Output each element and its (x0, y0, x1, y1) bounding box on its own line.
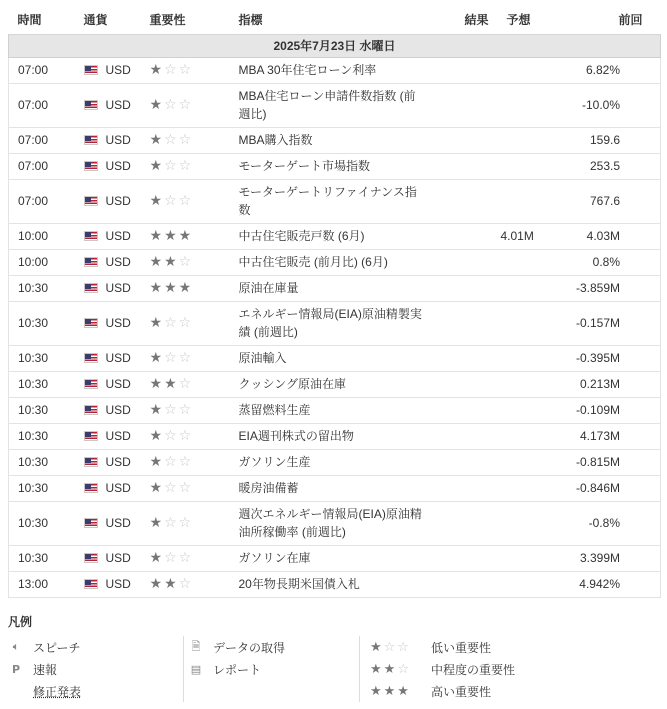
us-flag-icon (84, 161, 98, 171)
event-time: 10:00 (9, 249, 75, 275)
importance-stars-icon (150, 193, 194, 209)
event-previous: 0.213M (571, 371, 661, 397)
event-currency (75, 249, 141, 275)
event-forecast (501, 449, 571, 475)
legend-item-revised (8, 680, 81, 702)
event-name[interactable]: ガソリン在庫 (230, 545, 435, 571)
event-currency (75, 449, 141, 475)
event-previous: 4.942% (571, 571, 661, 597)
col-header-indicator[interactable]: 指標 (230, 6, 435, 34)
legend-label-low: 低い重要性 (430, 640, 491, 655)
legend-column-2 (183, 636, 285, 702)
star-empty-icon: ☆ (178, 515, 194, 531)
star-filled-icon: ★ (149, 254, 165, 270)
event-name[interactable]: モーターゲート市場指数 (230, 153, 435, 179)
currency-code: USD (105, 98, 131, 112)
currency-code: USD (105, 577, 131, 591)
us-flag-icon (84, 65, 98, 75)
event-currency (75, 545, 141, 571)
event-result (435, 179, 501, 223)
event-result (435, 449, 501, 475)
legend-item-speech (8, 636, 81, 658)
event-importance (141, 545, 230, 571)
star-empty-icon: ☆ (164, 132, 179, 148)
event-result (435, 571, 501, 597)
event-importance (141, 275, 230, 301)
event-importance (141, 301, 230, 345)
table-row[interactable] (9, 345, 661, 371)
star-empty-icon: ☆ (178, 193, 194, 209)
event-result (435, 345, 501, 371)
event-time: 10:30 (9, 345, 75, 371)
star-empty-icon: ☆ (164, 62, 179, 78)
star-empty-icon: ☆ (164, 480, 179, 496)
event-name[interactable]: モーターゲートリファイナンス指数 (230, 179, 435, 223)
table-row[interactable] (9, 83, 661, 127)
event-time: 07:00 (9, 57, 75, 83)
col-header-forecast[interactable]: 予想 (501, 6, 571, 34)
event-name[interactable]: EIA週刊株式の留出物 (230, 423, 435, 449)
table-header-row (9, 6, 661, 34)
currency-code: USD (105, 429, 131, 443)
importance-stars-icon (150, 480, 194, 496)
star-empty-icon: ☆ (164, 315, 179, 331)
us-flag-icon (84, 483, 98, 493)
currency-code: USD (105, 63, 131, 77)
event-currency (75, 275, 141, 301)
currency-code: USD (105, 403, 131, 417)
importance-stars-icon (150, 280, 194, 296)
event-currency (75, 301, 141, 345)
star-filled-icon: ★ (149, 132, 165, 148)
col-header-previous[interactable]: 前回 (571, 6, 661, 34)
star-empty-icon: ☆ (178, 480, 194, 496)
currency-code: USD (105, 133, 131, 147)
star-filled-icon: ★ (164, 280, 179, 296)
table-row[interactable] (9, 275, 661, 301)
event-previous: 6.82% (571, 57, 661, 83)
us-flag-icon (84, 135, 98, 145)
event-currency (75, 475, 141, 501)
us-flag-icon (84, 579, 98, 589)
event-result (435, 153, 501, 179)
table-row[interactable] (9, 371, 661, 397)
event-currency (75, 153, 141, 179)
star-filled-icon: ★ (149, 550, 165, 566)
event-importance (141, 449, 230, 475)
event-name[interactable]: 中古住宅販売戸数 (6月) (230, 223, 435, 249)
star-filled-icon: ★ (164, 376, 179, 392)
event-forecast (501, 501, 571, 545)
event-name[interactable]: 原油輸入 (230, 345, 435, 371)
us-flag-icon (84, 553, 98, 563)
event-currency (75, 83, 141, 127)
event-forecast (501, 83, 571, 127)
event-time: 10:30 (9, 371, 75, 397)
event-importance (141, 571, 230, 597)
legend-item-data-retrieval (188, 636, 285, 658)
star-filled-icon: ★ (149, 97, 165, 113)
currency-code: USD (105, 377, 131, 391)
currency-code: USD (105, 351, 131, 365)
event-importance (141, 179, 230, 223)
event-forecast (501, 571, 571, 597)
event-currency (75, 423, 141, 449)
event-time: 10:30 (9, 475, 75, 501)
table-row[interactable] (9, 301, 661, 345)
event-time: 13:00 (9, 571, 75, 597)
star-filled-icon: ★ (149, 193, 165, 209)
event-currency (75, 397, 141, 423)
star-empty-icon: ☆ (164, 515, 179, 531)
legend-label-medium: 中程度の重要性 (430, 662, 515, 677)
star-empty-icon: ☆ (164, 402, 179, 418)
event-forecast (501, 345, 571, 371)
star-filled-icon: ★ (164, 576, 179, 592)
currency-code: USD (105, 481, 131, 495)
event-importance (141, 83, 230, 127)
star-empty-icon: ☆ (164, 193, 179, 209)
importance-stars-icon (150, 254, 194, 270)
table-row[interactable] (9, 571, 661, 597)
table-row[interactable] (9, 127, 661, 153)
event-forecast: 4.01M (501, 223, 571, 249)
event-currency (75, 179, 141, 223)
legend-column-3 (359, 636, 515, 702)
event-result (435, 397, 501, 423)
importance-stars-icon (150, 132, 194, 148)
legend-item-low (370, 636, 515, 658)
economic-calendar-table (8, 6, 661, 598)
event-currency (75, 223, 141, 249)
importance-stars-icon (150, 454, 194, 470)
event-name[interactable]: エネルギー情報局(EIA)原油精製実績 (前週比) (230, 301, 435, 345)
event-time: 10:30 (9, 423, 75, 449)
event-time: 10:00 (9, 223, 75, 249)
high-importance-stars-icon: ★★★ (370, 683, 411, 699)
event-name[interactable]: MBA 30年住宅ローン利率 (230, 57, 435, 83)
event-forecast (501, 371, 571, 397)
event-currency (75, 57, 141, 83)
event-previous: 4.173M (571, 423, 661, 449)
event-result (435, 275, 501, 301)
importance-stars-icon (150, 62, 194, 78)
event-forecast (501, 249, 571, 275)
us-flag-icon (84, 283, 98, 293)
star-empty-icon: ☆ (178, 402, 194, 418)
event-currency (75, 127, 141, 153)
event-importance (141, 127, 230, 153)
legend-item-report (188, 658, 285, 680)
event-forecast (501, 127, 571, 153)
star-filled-icon: ★ (149, 62, 165, 78)
table-row[interactable] (9, 475, 661, 501)
importance-stars-icon (150, 228, 194, 244)
low-importance-stars-icon: ★☆☆ (370, 639, 411, 655)
star-empty-icon: ☆ (178, 132, 194, 148)
legend-label-data-retrieval: データの取得 (213, 640, 286, 655)
importance-stars-icon (150, 402, 194, 418)
event-previous: -10.0% (571, 83, 661, 127)
star-empty-icon: ☆ (178, 454, 194, 470)
us-flag-icon (84, 318, 98, 328)
event-previous: 0.8% (571, 249, 661, 275)
table-row[interactable] (9, 249, 661, 275)
us-flag-icon (84, 196, 98, 206)
preliminary-p-icon: P (11, 662, 21, 676)
star-empty-icon: ☆ (178, 62, 194, 78)
col-header-importance[interactable]: 重要性 (141, 6, 230, 34)
event-name[interactable]: 中古住宅販売 (前月比) (6月) (230, 249, 435, 275)
event-previous: 159.6 (571, 127, 661, 153)
event-previous: 767.6 (571, 179, 661, 223)
legend-label-report: レポート (213, 662, 262, 677)
event-time: 07:00 (9, 179, 75, 223)
table-row[interactable] (9, 179, 661, 223)
table-row[interactable] (9, 501, 661, 545)
col-header-result[interactable]: 結果 (435, 6, 501, 34)
event-time: 10:30 (9, 501, 75, 545)
currency-code: USD (105, 194, 131, 208)
currency-code: USD (105, 455, 131, 469)
event-previous: -3.859M (571, 275, 661, 301)
event-importance (141, 423, 230, 449)
currency-code: USD (105, 316, 131, 330)
table-row[interactable] (9, 449, 661, 475)
legend-label-speech: スピーチ (33, 640, 81, 655)
report-icon: ▤ (190, 662, 202, 676)
speaker-icon: 🔈︎ (12, 640, 20, 653)
star-filled-icon: ★ (149, 515, 165, 531)
event-name[interactable]: MBA住宅ローン申請件数指数 (前週比) (230, 83, 435, 127)
importance-stars-icon (150, 376, 194, 392)
event-time: 07:00 (9, 83, 75, 127)
table-row[interactable] (9, 423, 661, 449)
us-flag-icon (84, 405, 98, 415)
event-previous: -0.846M (571, 475, 661, 501)
star-filled-icon: ★ (149, 402, 165, 418)
legend-title: 凡例 (8, 615, 33, 629)
event-importance (141, 475, 230, 501)
currency-code: USD (105, 516, 131, 530)
event-time: 10:30 (9, 301, 75, 345)
event-name[interactable]: 週次エネルギー情報局(EIA)原油精油所稼働率 (前週比) (230, 501, 435, 545)
event-time: 07:00 (9, 127, 75, 153)
star-filled-icon: ★ (149, 428, 165, 444)
star-empty-icon: ☆ (178, 428, 194, 444)
star-filled-icon: ★ (149, 454, 165, 470)
event-result (435, 249, 501, 275)
legend-item-medium (370, 658, 515, 680)
event-result (435, 223, 501, 249)
legend-item-preliminary (8, 658, 81, 680)
legend-column-1 (8, 636, 81, 702)
us-flag-icon (84, 353, 98, 363)
star-filled-icon: ★ (149, 280, 165, 296)
event-forecast (501, 275, 571, 301)
star-empty-icon: ☆ (178, 376, 194, 392)
table-row[interactable] (9, 57, 661, 83)
document-icon: 🗎︎ (191, 639, 201, 653)
star-filled-icon: ★ (149, 480, 165, 496)
importance-stars-icon (150, 97, 194, 113)
date-row (9, 34, 661, 57)
us-flag-icon (84, 231, 98, 241)
star-empty-icon: ☆ (164, 350, 179, 366)
star-empty-icon: ☆ (178, 315, 194, 331)
event-time: 10:30 (9, 397, 75, 423)
event-time: 10:30 (9, 449, 75, 475)
event-name[interactable]: MBA購入指数 (230, 127, 435, 153)
star-empty-icon: ☆ (164, 428, 179, 444)
medium-importance-stars-icon: ★★☆ (370, 661, 411, 677)
us-flag-icon (84, 431, 98, 441)
event-importance (141, 371, 230, 397)
event-result (435, 371, 501, 397)
event-result (435, 501, 501, 545)
event-currency (75, 345, 141, 371)
event-previous: -0.109M (571, 397, 661, 423)
star-filled-icon: ★ (149, 350, 165, 366)
currency-code: USD (105, 281, 131, 295)
star-filled-icon: ★ (149, 158, 165, 174)
event-currency (75, 571, 141, 597)
currency-code: USD (105, 551, 131, 565)
importance-stars-icon (150, 576, 194, 592)
currency-code: USD (105, 159, 131, 173)
event-name[interactable]: 暖房油備蓄 (230, 475, 435, 501)
event-previous: -0.8% (571, 501, 661, 545)
star-filled-icon: ★ (149, 576, 165, 592)
us-flag-icon (84, 379, 98, 389)
currency-code: USD (105, 255, 131, 269)
event-currency (75, 371, 141, 397)
event-result (435, 423, 501, 449)
table-row[interactable] (9, 545, 661, 571)
event-forecast (501, 423, 571, 449)
table-row[interactable] (9, 223, 661, 249)
star-empty-icon: ☆ (164, 550, 179, 566)
event-importance (141, 57, 230, 83)
star-empty-icon: ☆ (178, 158, 194, 174)
legend-label-revised: 修正発表 (33, 684, 82, 699)
us-flag-icon (84, 518, 98, 528)
importance-stars-icon (150, 550, 194, 566)
table-row[interactable] (9, 153, 661, 179)
star-filled-icon: ★ (178, 228, 194, 244)
event-importance (141, 501, 230, 545)
event-forecast (501, 153, 571, 179)
star-empty-icon: ☆ (178, 97, 194, 113)
event-previous: 4.03M (571, 223, 661, 249)
legend-label-preliminary: 速報 (33, 662, 58, 677)
event-importance (141, 345, 230, 371)
star-empty-icon: ☆ (178, 350, 194, 366)
event-name[interactable]: 蒸留燃料生産 (230, 397, 435, 423)
event-importance (141, 397, 230, 423)
star-filled-icon: ★ (149, 376, 165, 392)
event-result (435, 127, 501, 153)
event-result (435, 475, 501, 501)
us-flag-icon (84, 257, 98, 267)
star-empty-icon: ☆ (164, 97, 179, 113)
event-previous: -0.815M (571, 449, 661, 475)
event-forecast (501, 397, 571, 423)
event-importance (141, 153, 230, 179)
event-importance (141, 223, 230, 249)
importance-stars-icon (150, 428, 194, 444)
event-name[interactable]: ガソリン生産 (230, 449, 435, 475)
event-name[interactable]: 原油在庫量 (230, 275, 435, 301)
importance-stars-icon (150, 350, 194, 366)
event-previous: -0.395M (571, 345, 661, 371)
event-time: 10:30 (9, 545, 75, 571)
star-filled-icon: ★ (164, 254, 179, 270)
currency-code: USD (105, 229, 131, 243)
event-previous: 253.5 (571, 153, 661, 179)
star-empty-icon: ☆ (178, 254, 194, 270)
importance-stars-icon (150, 515, 194, 531)
event-importance (141, 249, 230, 275)
star-filled-icon: ★ (164, 228, 179, 244)
star-empty-icon: ☆ (164, 158, 179, 174)
star-empty-icon: ☆ (178, 550, 194, 566)
event-forecast (501, 545, 571, 571)
table-row[interactable] (9, 397, 661, 423)
event-forecast (501, 179, 571, 223)
col-header-time[interactable]: 時間 (9, 6, 75, 34)
importance-stars-icon (150, 158, 194, 174)
star-empty-icon: ☆ (164, 454, 179, 470)
event-result (435, 301, 501, 345)
star-filled-icon: ★ (178, 280, 194, 296)
importance-stars-icon (150, 315, 194, 331)
event-forecast (501, 57, 571, 83)
event-result (435, 545, 501, 571)
us-flag-icon (84, 100, 98, 110)
col-header-currency[interactable]: 通貨 (75, 6, 141, 34)
event-previous: -0.157M (571, 301, 661, 345)
date-label: 2025年7月23日 水曜日 (9, 34, 661, 57)
event-currency (75, 501, 141, 545)
star-filled-icon: ★ (149, 315, 165, 331)
event-time: 07:00 (9, 153, 75, 179)
event-time: 10:30 (9, 275, 75, 301)
legend-label-high: 高い重要性 (430, 684, 491, 699)
event-name[interactable]: 20年物長期米国債入札 (230, 571, 435, 597)
star-empty-icon: ☆ (178, 576, 194, 592)
event-forecast (501, 475, 571, 501)
us-flag-icon (84, 457, 98, 467)
event-result (435, 83, 501, 127)
event-previous: 3.399M (571, 545, 661, 571)
event-name[interactable]: クッシング原油在庫 (230, 371, 435, 397)
star-filled-icon: ★ (149, 228, 165, 244)
event-forecast (501, 301, 571, 345)
event-result (435, 57, 501, 83)
legend-item-high (370, 680, 515, 702)
